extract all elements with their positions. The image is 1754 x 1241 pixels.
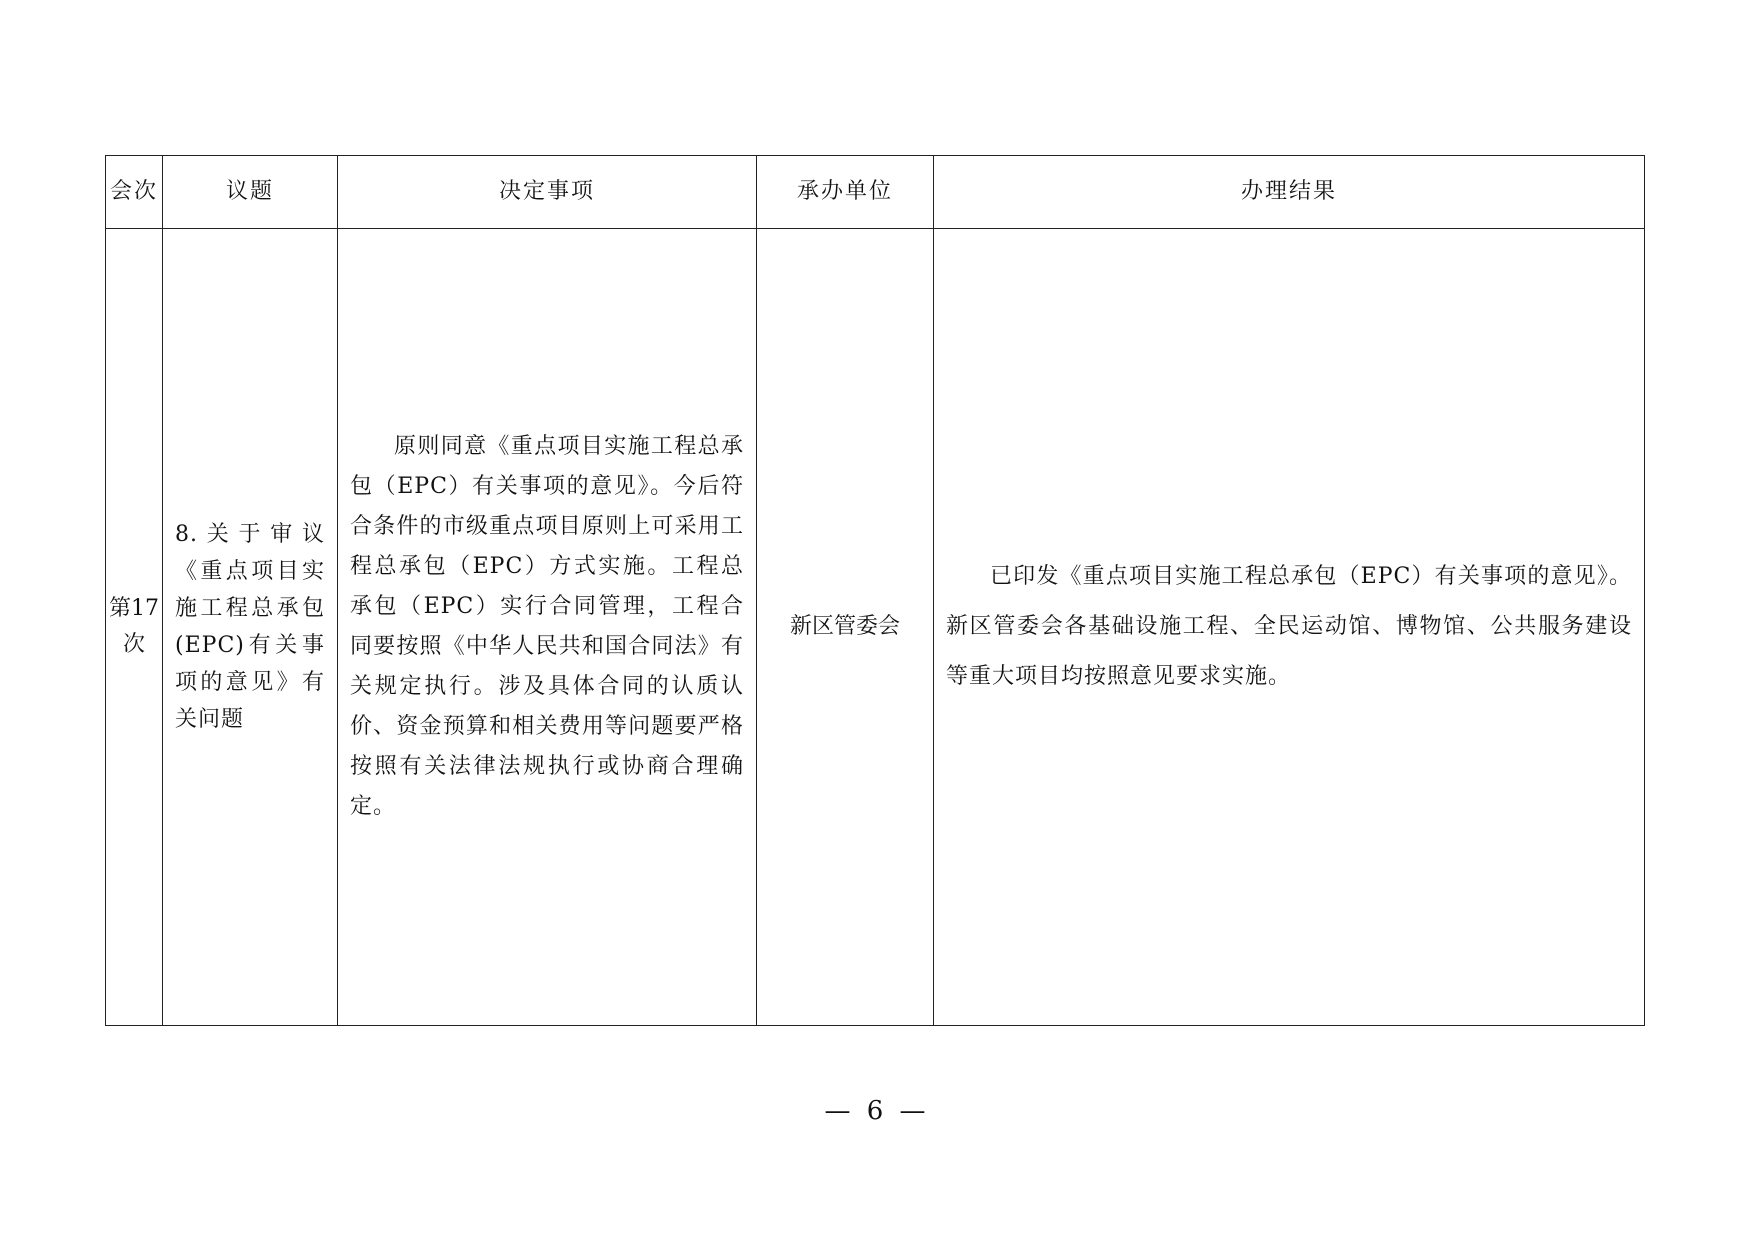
topic-text: 8.关于审议《重点项目实施工程总承包(EPC)有关事项的意见》有关问题 [175,522,325,732]
header-session: 会次 [106,156,163,229]
cell-result [934,229,1645,1026]
table-row [106,229,1645,1026]
unit-text: 新区管委会 [789,614,900,639]
table-header-row [106,156,1645,229]
header-result: 办理结果 [934,156,1645,229]
page-number: — 6 — [824,1096,930,1126]
cell-decision [338,229,757,1026]
resolution-table [105,155,1645,1026]
decision-text: 原则同意《重点项目实施工程总承包（EPC）有关事项的意见》。今后符合条件的市级重点项目原则上可采用工程总承包（EPC）方式实施。工程总承包（EPC）实行合同管理，工程合同要按照《中华人民共和国合同法》有关规定执行。涉及具体合同的认质认价、资金预算和相关费用等问题要严格按照有关法律法规执行或协商合理确定。 [350,434,744,819]
header-unit: 承办单位 [757,156,934,229]
header-decision: 决定事项 [338,156,757,229]
header-topic: 议题 [163,156,338,229]
cell-topic [163,229,338,1026]
session-text: 第17次 [109,596,159,657]
result-text: 已印发《重点项目实施工程总承包（EPC）有关事项的意见》。新区管委会各基础设施工程、全民运动馆、博物馆、公共服务建设等重大项目均按照意见要求实施。 [946,564,1632,689]
cell-unit [757,229,934,1026]
cell-session [106,229,163,1026]
